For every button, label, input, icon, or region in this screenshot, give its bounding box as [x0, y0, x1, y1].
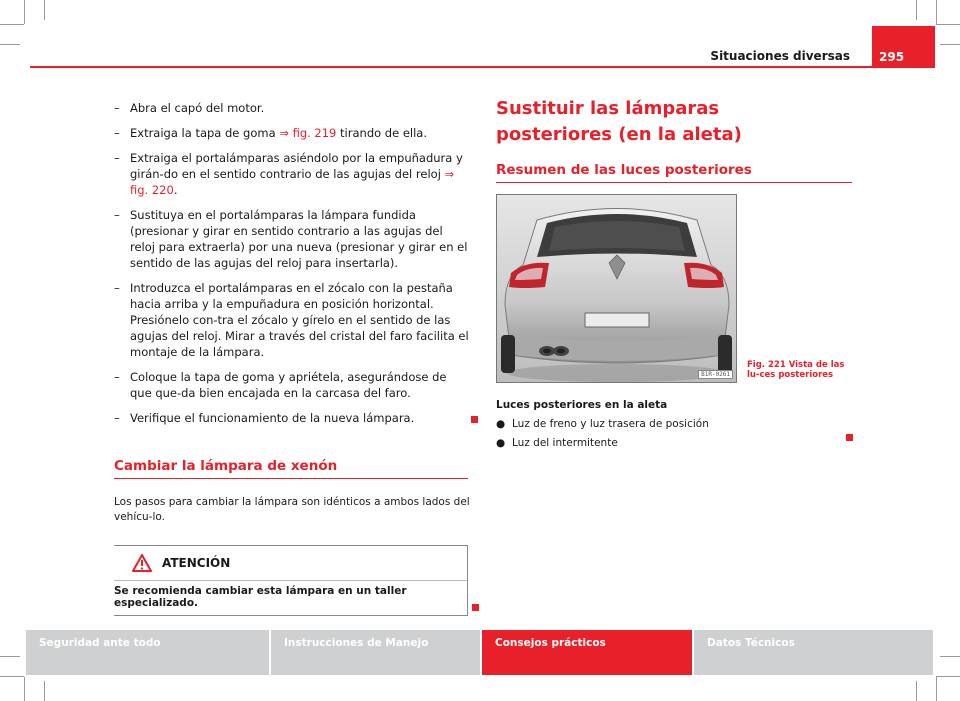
- step-text: Coloque la tapa de goma y apriétela, asegurándose de que que-da bien encajada en la carcasa del faro.: [130, 370, 447, 400]
- step-dash: –: [114, 411, 120, 425]
- legend-item: [496, 436, 856, 450]
- crop-mark: [0, 24, 24, 25]
- figure-rear-lights: [496, 194, 737, 383]
- step-text: Extraiga el portalámparas asiéndolo por la empuñadura y girán-do en el sentido contrario de las agujas del reloj: [130, 151, 463, 181]
- crop-mark: [44, 681, 45, 701]
- figure-caption-label: Fig. 221: [747, 360, 786, 370]
- section-end-marker: [846, 434, 853, 441]
- figure-code: B1R-0261: [698, 370, 733, 379]
- crop-mark: [0, 656, 20, 657]
- crop-mark: [44, 0, 45, 20]
- step-text: .: [173, 183, 178, 197]
- step-dash: –: [114, 281, 120, 295]
- step-dash: –: [114, 126, 120, 140]
- crop-mark: [936, 676, 960, 677]
- figure-caption: [747, 360, 847, 380]
- step-text: Introduzca el portalámparas en el zócalo con la pestaña hacia arriba y la empuñadura en posición horizontal. Presiónelo con-tra el zócalo y gírelo en el sentido de las agujas del reloj. Mirar a través del cristal del faro facilita el montaje de la lámpara.: [130, 281, 469, 359]
- step-dash: –: [114, 151, 120, 165]
- step-dash: –: [114, 370, 120, 384]
- step-item: [114, 150, 470, 198]
- bullet-icon: ●: [496, 418, 506, 430]
- footer-tab-seguridad[interactable]: Seguridad ante todo: [26, 630, 269, 675]
- section-end-marker: [472, 604, 479, 611]
- legend-item: [496, 417, 856, 431]
- footer-tab-consejos[interactable]: Consejos prácticos: [482, 630, 692, 675]
- crop-mark: [24, 677, 25, 701]
- page-number: 295: [872, 26, 935, 68]
- crop-mark: [940, 44, 960, 45]
- step-item: [114, 410, 470, 426]
- crop-mark: [916, 0, 917, 20]
- bullet-icon: ●: [496, 437, 506, 449]
- figure-link[interactable]: ⇒ fig. 219: [279, 126, 337, 140]
- footer-navigation: [26, 630, 935, 675]
- crop-mark: [24, 0, 25, 24]
- footer-tab-instrucciones[interactable]: Instrucciones de Manejo: [271, 630, 480, 675]
- step-item: [114, 369, 470, 401]
- step-text: tirando de ella.: [336, 126, 428, 140]
- step-dash: –: [114, 208, 120, 222]
- crop-mark: [0, 676, 24, 677]
- step-text: Sustituya en el portalámparas la lámpara fundida (presionar y girar en sentido contrario a las agujas del reloj para extraerla) por una nueva (presionar y girar en el sentido de las agujas del reloj para insertarla).: [130, 208, 468, 270]
- warning-text: Se recomienda cambiar esta lámpara en un taller especializado.: [114, 585, 407, 609]
- figure-link[interactable]: ⇒ fig. 220: [130, 167, 455, 197]
- header-rule: [30, 66, 935, 68]
- warning-header: [114, 546, 467, 581]
- legend-text: Luz del intermitente: [512, 437, 618, 449]
- figure-caption-text: Vista de las lu-ces posteriores: [747, 360, 845, 380]
- step-item: [114, 280, 470, 360]
- step-item: [114, 100, 470, 116]
- left-column: [114, 100, 470, 616]
- page-title: Sustituir las lámparas posteriores (en la aleta): [496, 98, 742, 145]
- warning-title: ATENCIÓN: [162, 556, 231, 570]
- crop-mark: [936, 24, 960, 25]
- step-text: Abra el capó del motor.: [130, 101, 265, 115]
- legend-title: Luces posteriores en la aleta: [496, 399, 668, 411]
- step-text: Verifique el funcionamiento de la nueva lámpara.: [130, 411, 415, 425]
- crop-mark: [916, 681, 917, 701]
- footer-tab-datos[interactable]: Datos Técnicos: [694, 630, 933, 675]
- running-header-title: Situaciones diversas: [710, 49, 850, 63]
- warning-box: [114, 545, 468, 616]
- crop-mark: [940, 656, 960, 657]
- step-text: Extraiga la tapa de goma: [130, 126, 280, 140]
- legend-text: Luz de freno y luz trasera de posición: [512, 418, 709, 430]
- crop-mark: [936, 0, 937, 24]
- right-column: [496, 96, 852, 183]
- step-item: [114, 125, 470, 141]
- section-heading: Resumen de las luces posteriores: [496, 162, 852, 183]
- crop-mark: [936, 677, 937, 701]
- step-item: [114, 207, 470, 271]
- section-paragraph: Los pasos para cambiar la lámpara son idénticos a ambos lados del vehícu-lo.: [114, 496, 470, 523]
- warning-triangle-icon: [132, 554, 152, 572]
- crop-mark: [0, 44, 20, 45]
- step-dash: –: [114, 101, 120, 115]
- section-heading: Cambiar la lámpara de xenón: [114, 458, 468, 479]
- section-end-marker: [471, 416, 478, 423]
- car-rear-illustration: [497, 195, 736, 382]
- figure-legend: [496, 399, 856, 455]
